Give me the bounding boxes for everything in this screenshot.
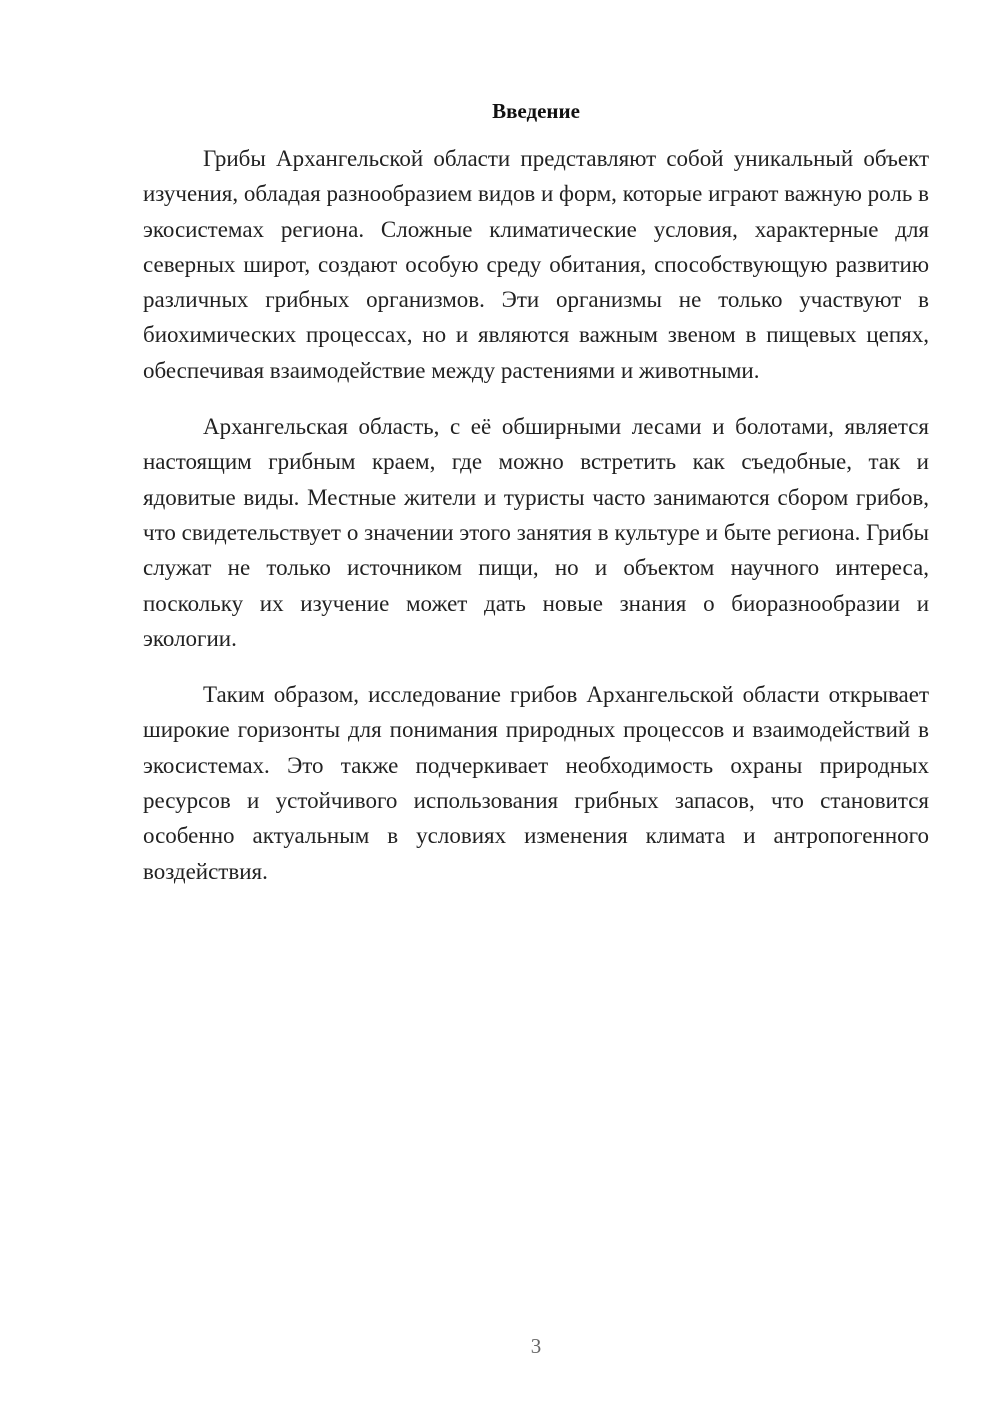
- paragraph-2: Архангельская область, с её обширными лесами и болотами, является настоящим грибным краем, где можно встретить как съедобные, так и ядовитые виды. Местные жители и туристы часто занимаются сбором грибов, что свидетельствует о значении этого занятия в культуре и быте региона. Грибы служат не только источником пищи, но и объектом научного интереса, поскольку их изучение может дать новые знания о биоразнообразии и экологии.: [143, 414, 929, 651]
- paragraph-1: Грибы Архангельской области представляют собой уникальный объект изучения, обладая разнообразием видов и форм, которые играют важную роль в экосистемах региона. Сложные климатические условия, характерные для северных широт, создают особую среду обитания, способствующую развитию различных грибных организмов. Эти организмы не только участвуют в биохимических процессах, но и являются важным звеном в пищевых цепях, обеспечивая взаимодействие между растениями и животными.: [143, 146, 929, 383]
- body-text: [143, 141, 929, 910]
- section-heading: Введение: [492, 99, 580, 123]
- page-number: 3: [530, 1334, 542, 1358]
- paragraph-3: Таким образом, исследование грибов Архангельской области открывает широкие горизонты для понимания природных процессов и взаимодействий в экосистемах. Это также подчеркивает необходимость охраны природных ресурсов и устойчивого использования грибных запасов, что становится особенно актуальным в условиях изменения климата и антропогенного воздействия.: [143, 682, 929, 884]
